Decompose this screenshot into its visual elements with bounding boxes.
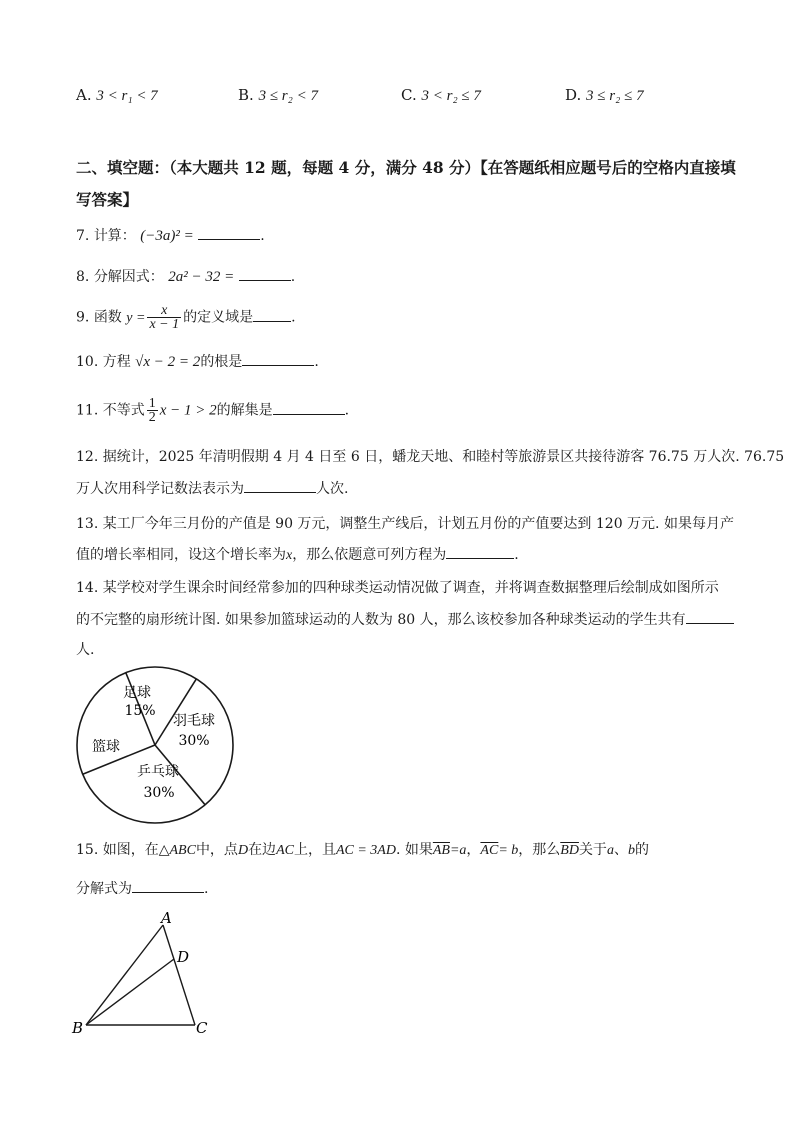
q15-d: D [237,843,249,858]
q7-math: (−3a)² = [140,228,194,244]
q11-frac-num: 1 [148,396,156,411]
q15-vec-bd: $\overline{BD}$ [560,843,579,858]
pie-value-football: 15% [124,703,156,719]
triangle-figure [66,905,226,1045]
question-8 [76,266,295,287]
option-d [565,86,644,105]
q12-prefix: 万人次用科学记数法表示为 [76,481,244,497]
option-c-label: C. [401,86,417,104]
q13-mid: ，那么依题意可列方程为 [292,547,447,563]
side-ac [163,925,195,1025]
q8-answer-blank[interactable] [239,266,291,281]
q11-answer-blank[interactable] [273,400,345,415]
option-a [76,86,158,105]
q15-answer-blank[interactable] [132,878,204,893]
q13-end: . [514,547,519,563]
q7-number: 7. [76,228,90,244]
q15-prefix: 分解式为 [76,881,132,897]
q10-number: 10. [76,354,99,370]
q9-prefix: 函数 [93,309,122,326]
question-12-line1: 12. 据统计，2025 年清明假期 4 月 4 日至 6 日，蟠龙天地、和睦村等旅游景区共接待游客 76.75 万人次. 76.75 [76,449,785,465]
q15-eq-a: =a [449,843,467,858]
option-a-label: A. [76,86,92,104]
q15-end: . [204,881,209,897]
q15-sep: 、 [613,842,628,858]
q10-answer-blank[interactable] [242,351,314,366]
question-15-line1 [76,840,649,861]
q15-text-a: 15. 如图，在△ [76,842,170,858]
question-12-line2 [76,478,348,499]
q15-text-d: 上，且 [293,842,336,858]
q10-prefix: 方程 [102,354,131,370]
pie-chart [70,660,240,830]
question-9 [76,304,296,331]
q15-text-g: 关于 [578,842,607,858]
option-b-label: B. [238,86,254,104]
pie-label-badminton: 羽毛球 [173,713,215,729]
q14-line2-text: 的不完整的扇形统计图. 如果参加篮球运动的人数为 80 人，那么该校参加各种球类运动的学生共有 [76,612,686,628]
q13-prefix: 值的增长率相同，设这个增长率为 [76,547,286,563]
q11-math: x − 1 > 2 [159,402,217,419]
q9-suffix: 的定义域是 [183,309,254,326]
option-a-math: 3 < r₁ < 7 [96,88,158,104]
q10-math: √x − 2 = 2 [135,354,201,370]
q11-fraction [147,397,158,424]
q11-suffix: 的解集是 [216,402,273,419]
q15-ac: AC [276,843,294,858]
pie-label-basketball: 篮球 [92,739,120,755]
question-14-line1: 14. 某学校对学生课余时间经常参加的四种球类运动情况做了调查，并将调查数据整理后绘制成如图所示 [76,580,719,596]
question-10 [76,351,319,372]
q9-frac-den: x − 1 [149,317,180,332]
q15-eq-b: = b [498,843,519,858]
q11-frac-den: 2 [148,410,156,425]
q9-answer-blank[interactable] [253,307,291,322]
question-7 [76,225,265,246]
q15-abc: ABC [169,843,196,858]
point-d-label: D [177,948,190,966]
q13-answer-blank[interactable] [446,544,514,559]
q14-answer-blank[interactable] [686,609,734,624]
q15-text-f: ，那么 [518,842,561,858]
q9-number: 9. [76,309,90,326]
pie-value-pingpong: 30% [143,785,175,801]
q7-answer-blank[interactable] [198,225,260,240]
q15-comma: ， [466,842,481,858]
q9-frac-num: x [147,304,181,318]
question-14-line3: 人. [76,642,95,658]
q7-suffix: . [260,228,265,244]
q13-var: x [286,548,293,563]
question-14-line2 [76,609,734,630]
vertex-a-label: A [161,909,172,927]
question-11 [76,397,349,424]
option-c-math: 3 < r₂ ≤ 7 [421,88,481,104]
question-15-line2 [76,878,208,899]
side-ab [86,925,163,1025]
section-heading: 二、填空题：（本大题共 12 题，每题 4 分，满分 48 分）【在答题纸相应题号后的空格内直接填写答案】 [76,158,736,209]
question-13-line2 [76,544,519,566]
q10-end: . [314,354,319,370]
q8-prefix: 分解因式： [93,269,164,285]
option-d-math: 3 ≤ r₂ ≤ 7 [586,88,644,104]
q11-prefix: 不等式 [102,402,145,419]
pie-label-football: 足球 [123,685,151,701]
q15-b: b [627,843,635,858]
q15-text-h: 的 [634,842,649,858]
question-13-line1: 13. 某工厂今年三月份的产值是 90 万元，调整生产线后，计划五月份的产值要达到 120 万元. 如果每月产 [76,516,734,532]
q8-number: 8. [76,269,90,285]
option-b [238,86,318,105]
q15-text-e: . 如果 [395,842,433,858]
vertex-b-label: B [72,1019,84,1037]
q9-y: y = [126,310,146,326]
option-d-label: D. [565,86,582,104]
vertex-c-label: C [196,1019,208,1037]
q12-answer-blank[interactable] [244,478,316,493]
q15-eq: AC = 3AD [335,843,396,858]
q8-suffix: . [290,269,296,285]
q15-a: a [606,843,614,858]
q15-vec-ac: $\overline{AC}$ [480,843,499,858]
q15-vec-ab: $\overline{AB}$ [432,843,450,858]
option-b-math: 3 ≤ r₂ < 7 [258,88,318,104]
q8-math: 2a² − 32 = [168,269,235,285]
pie-label-pingpong: 乒乓球 [137,764,179,780]
q15-text-b: 中，点 [195,842,238,858]
q11-number: 11. [76,402,99,419]
q9-fraction [147,304,181,331]
q10-suffix: 的根是 [200,354,243,370]
q11-end: . [344,402,350,419]
pie-value-badminton: 30% [178,733,210,749]
q15-text-c: 在边 [248,842,277,858]
q9-end: . [291,309,296,326]
q7-prefix: 计算： [93,228,136,244]
option-c [401,86,481,105]
q12-suffix: 人次. [316,481,349,497]
